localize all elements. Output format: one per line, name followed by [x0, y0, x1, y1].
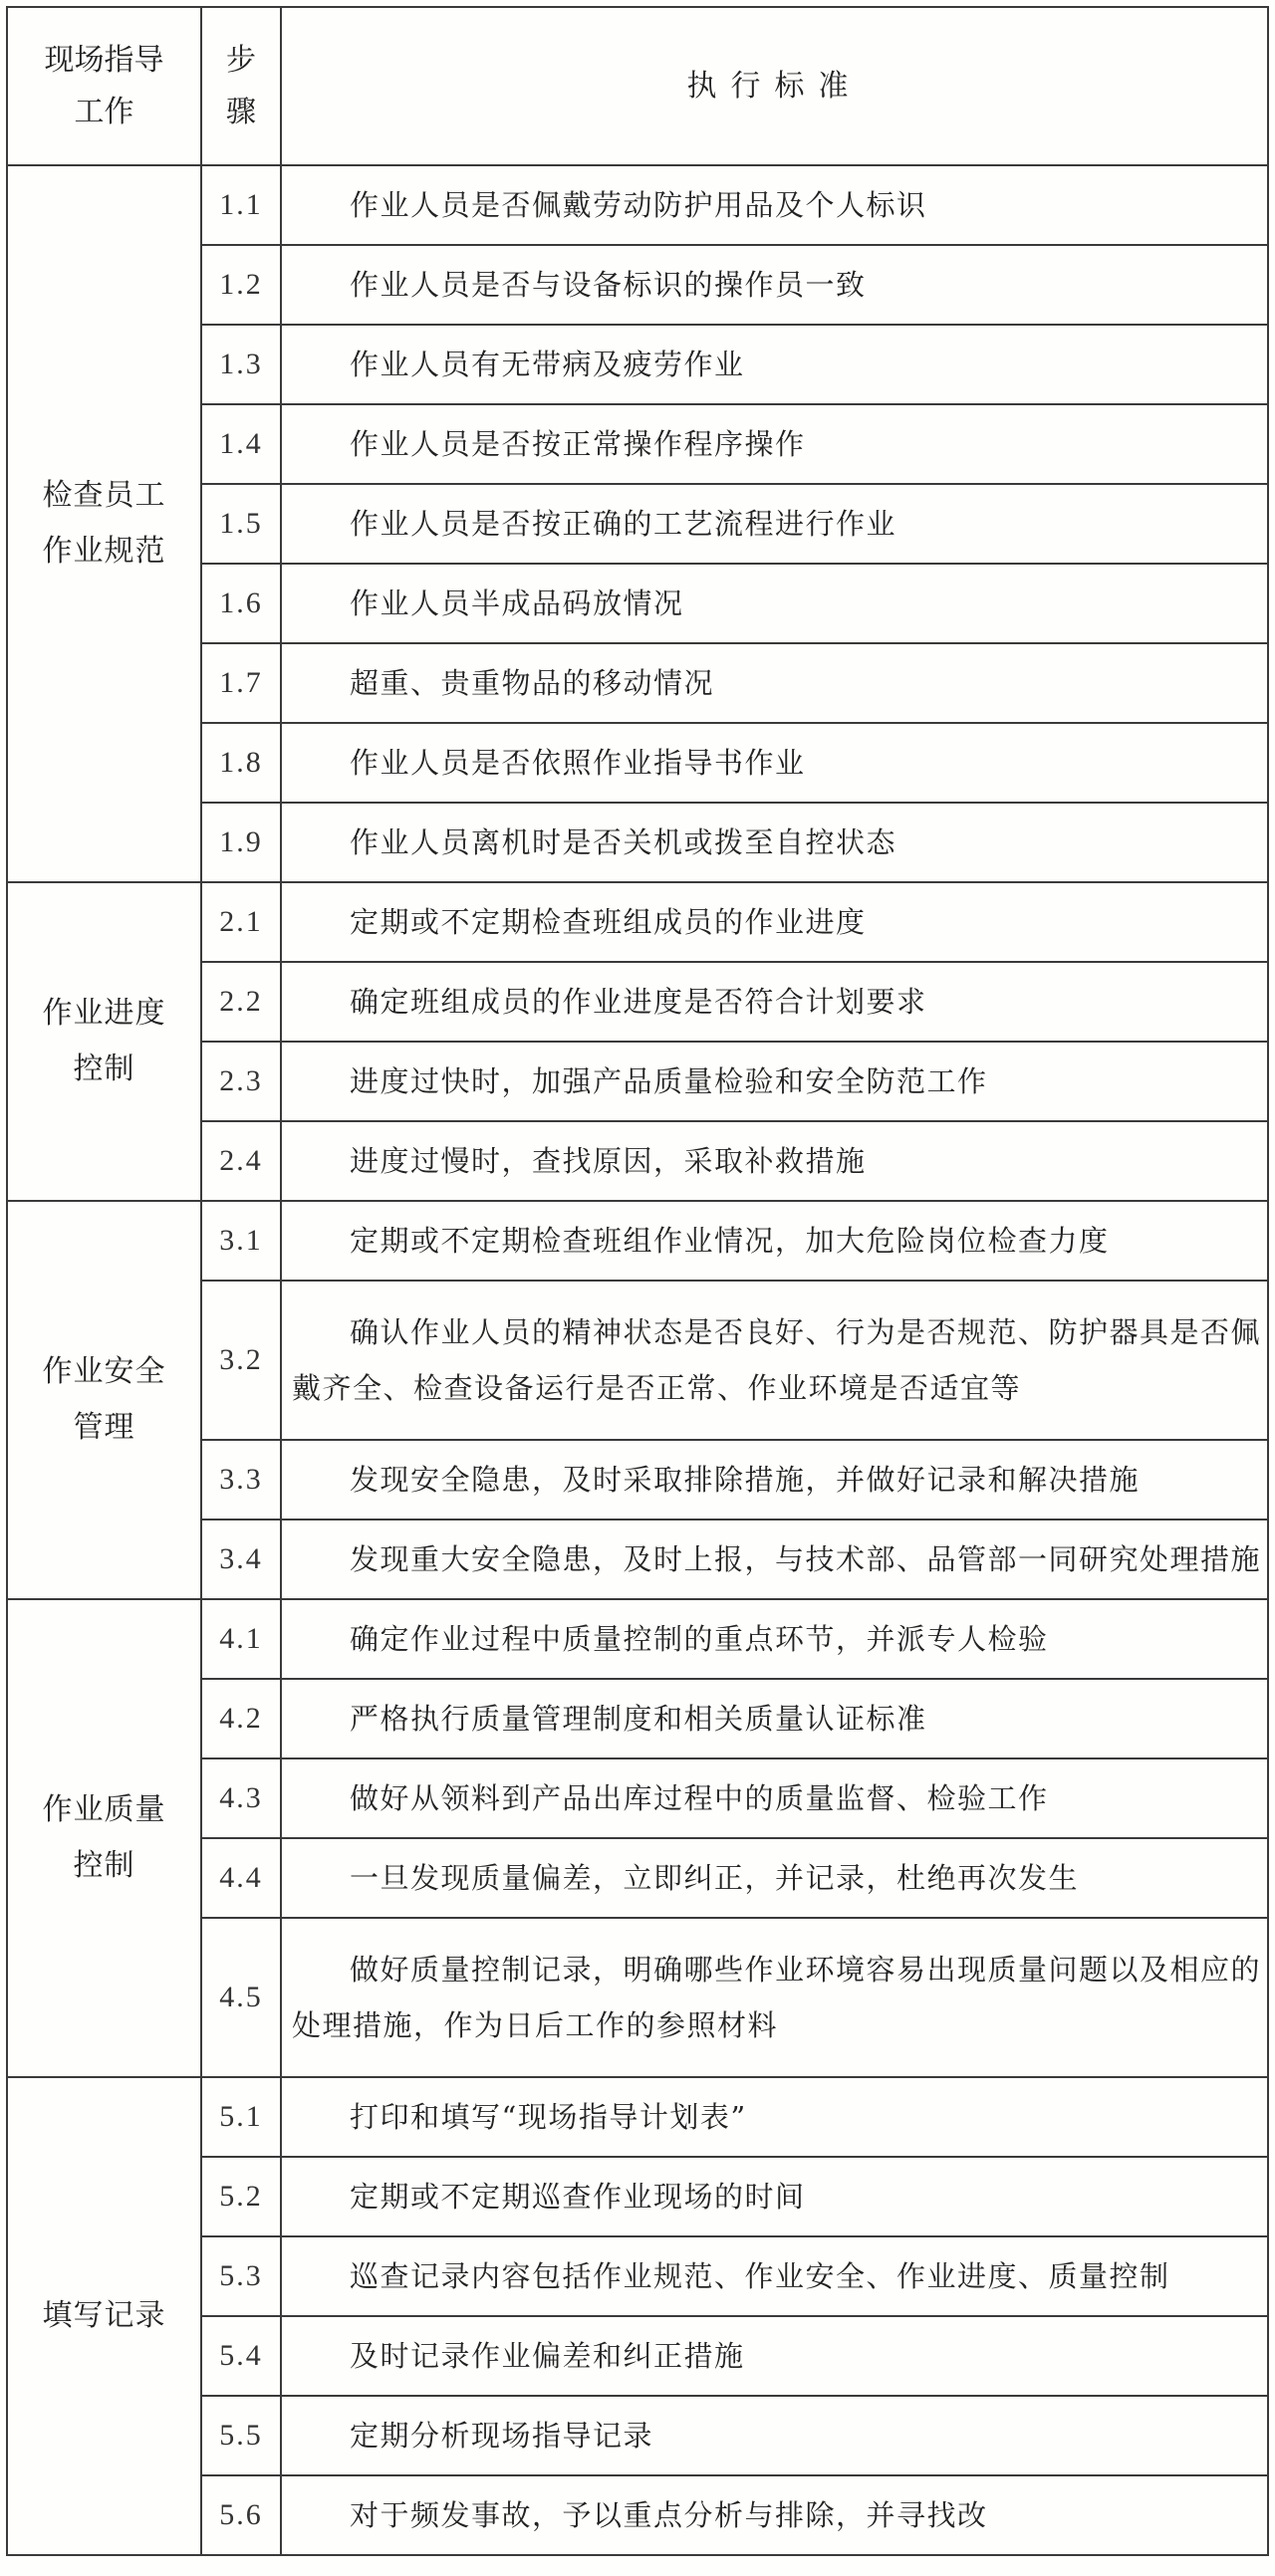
table-header-row: [7, 7, 1268, 165]
header-category: [7, 7, 201, 165]
category-cell: [7, 1201, 201, 1599]
category-label-line: 作业安全: [42, 1354, 166, 1389]
step-number: 1.8: [201, 723, 281, 803]
table-row: [7, 2077, 1268, 2157]
step-number: 5.3: [201, 2236, 281, 2316]
step-number: 1.5: [201, 484, 281, 564]
standard-text: 定期分析现场指导记录: [281, 2396, 1268, 2475]
category-cell: [7, 165, 201, 882]
standard-text: 对于频发事故，予以重点分析与排除，并寻找改: [281, 2475, 1268, 2555]
table-row: [7, 1599, 1268, 1679]
step-number: 1.9: [201, 803, 281, 882]
step-number: 2.4: [201, 1121, 281, 1201]
standard-text: 作业人员是否与设备标识的操作员一致: [281, 245, 1268, 325]
step-number: 5.5: [201, 2396, 281, 2475]
step-number: 1.1: [201, 165, 281, 245]
step-number: 1.6: [201, 564, 281, 643]
step-number: 3.2: [201, 1281, 281, 1440]
step-number: 4.3: [201, 1758, 281, 1838]
table-row: [7, 1201, 1268, 1281]
field-guidance-table: [6, 6, 1269, 2556]
step-number: 4.4: [201, 1838, 281, 1918]
standard-text: 发现重大安全隐患，及时上报，与技术部、品管部一同研究处理措施: [281, 1520, 1268, 1599]
step-number: 4.2: [201, 1679, 281, 1758]
standard-text: 作业人员是否按正确的工艺流程进行作业: [281, 484, 1268, 564]
standard-text: 定期或不定期检查班组作业情况，加大危险岗位检查力度: [281, 1201, 1268, 1281]
standard-text: 及时记录作业偏差和纠正措施: [281, 2316, 1268, 2396]
header-standard: 执行标准: [281, 7, 1268, 165]
table-row: [7, 882, 1268, 962]
standard-text: 确定作业过程中质量控制的重点环节，并派专人检验: [281, 1599, 1268, 1679]
standard-text: 作业人员是否按正常操作程序操作: [281, 404, 1268, 484]
standard-text: 作业人员半成品码放情况: [281, 564, 1268, 643]
category-cell: [7, 2077, 201, 2555]
standard-text: 定期或不定期巡查作业现场的时间: [281, 2157, 1268, 2236]
category-label-line: 控制: [73, 1848, 135, 1883]
standard-text: 作业人员是否佩戴劳动防护用品及个人标识: [281, 165, 1268, 245]
step-number: 1.3: [201, 325, 281, 404]
standard-text: 作业人员是否依照作业指导书作业: [281, 723, 1268, 803]
standard-text: 做好从领料到产品出库过程中的质量监督、检验工作: [281, 1758, 1268, 1838]
standard-text: 定期或不定期检查班组成员的作业进度: [281, 882, 1268, 962]
standard-text: 确定班组成员的作业进度是否符合计划要求: [281, 962, 1268, 1042]
category-cell: [7, 882, 201, 1201]
standard-text: 巡查记录内容包括作业规范、作业安全、作业进度、质量控制: [281, 2236, 1268, 2316]
category-label-line: 控制: [73, 1052, 135, 1086]
category-label-line: 填写记录: [42, 2298, 166, 2333]
step-number: 3.3: [201, 1440, 281, 1520]
step-number: 1.7: [201, 643, 281, 723]
category-label-line: 检查员工: [42, 478, 166, 513]
step-number: 3.1: [201, 1201, 281, 1281]
step-number: 2.3: [201, 1042, 281, 1121]
standard-text: 进度过慢时，查找原因，采取补救措施: [281, 1121, 1268, 1201]
category-label-line: 作业质量: [42, 1792, 166, 1827]
standard-text: 打印和填写“现场指导计划表”: [281, 2077, 1268, 2157]
header-step: [201, 7, 281, 165]
step-number: 4.5: [201, 1918, 281, 2077]
header-category-text: 现场指导工作: [44, 42, 164, 129]
standard-text: 作业人员离机时是否关机或拨至自控状态: [281, 803, 1268, 882]
standard-text: 发现安全隐患，及时采取排除措施，并做好记录和解决措施: [281, 1440, 1268, 1520]
step-number: 5.4: [201, 2316, 281, 2396]
table-body: [7, 165, 1268, 2555]
category-label-line: 管理: [73, 1410, 135, 1445]
step-number: 1.4: [201, 404, 281, 484]
standard-text: 作业人员有无带病及疲劳作业: [281, 325, 1268, 404]
step-number: 5.2: [201, 2157, 281, 2236]
standard-text: 确认作业人员的精神状态是否良好、行为是否规范、防护器具是否佩戴齐全、检查设备运行是否正常、作业环境是否适宜等: [281, 1281, 1268, 1440]
standard-text: 进度过快时，加强产品质量检验和安全防范工作: [281, 1042, 1268, 1121]
header-step-text: 步骤: [226, 42, 256, 129]
step-number: 1.2: [201, 245, 281, 325]
step-number: 3.4: [201, 1520, 281, 1599]
step-number: 2.1: [201, 882, 281, 962]
standard-text: 严格执行质量管理制度和相关质量认证标准: [281, 1679, 1268, 1758]
table-row: [7, 165, 1268, 245]
standard-text: 超重、贵重物品的移动情况: [281, 643, 1268, 723]
category-cell: [7, 1599, 201, 2077]
category-label-line: 作业进度: [42, 996, 166, 1031]
standard-text: 一旦发现质量偏差，立即纠正，并记录，杜绝再次发生: [281, 1838, 1268, 1918]
step-number: 4.1: [201, 1599, 281, 1679]
step-number: 5.1: [201, 2077, 281, 2157]
category-label-line: 作业规范: [42, 534, 166, 569]
standard-text: 做好质量控制记录，明确哪些作业环境容易出现质量问题以及相应的处理措施，作为日后工作的参照材料: [281, 1918, 1268, 2077]
step-number: 5.6: [201, 2475, 281, 2555]
step-number: 2.2: [201, 962, 281, 1042]
